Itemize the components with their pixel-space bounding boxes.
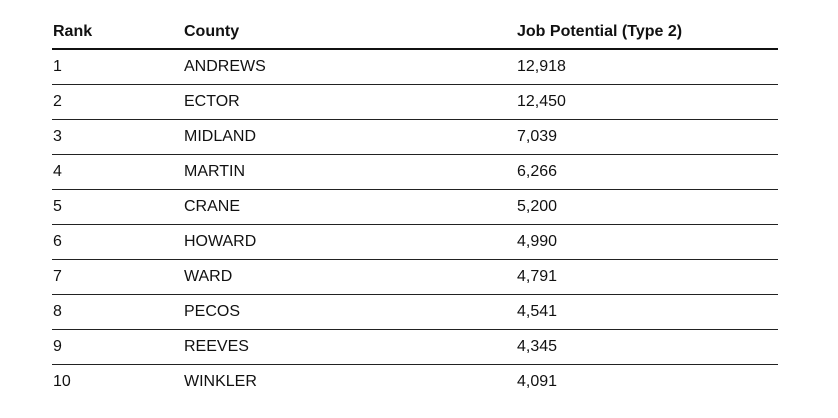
county-cell: MARTIN (183, 155, 516, 190)
rank-cell: 3 (52, 120, 183, 155)
table-row (52, 85, 778, 120)
county-cell: PECOS (183, 295, 516, 330)
table-row (52, 330, 778, 365)
rank-cell: 1 (52, 49, 183, 85)
rank-cell: 6 (52, 225, 183, 260)
county-job-table (52, 16, 778, 399)
table-row (52, 155, 778, 190)
rank-cell: 8 (52, 295, 183, 330)
table-row (52, 190, 778, 225)
table-header (52, 16, 778, 49)
county-cell: WARD (183, 260, 516, 295)
county-cell: ECTOR (183, 85, 516, 120)
county-cell: REEVES (183, 330, 516, 365)
county-cell: HOWARD (183, 225, 516, 260)
rank-cell: 2 (52, 85, 183, 120)
table-row (52, 225, 778, 260)
job-potential-cell: 12,918 (516, 49, 778, 85)
rank-cell: 7 (52, 260, 183, 295)
table-row (52, 49, 778, 85)
table-row (52, 120, 778, 155)
county-job-table-container (52, 16, 778, 399)
rank-cell: 5 (52, 190, 183, 225)
table-body (52, 49, 778, 399)
job-potential-cell: 4,791 (516, 260, 778, 295)
job-potential-cell: 7,039 (516, 120, 778, 155)
header-row (52, 16, 778, 49)
job-potential-cell: 4,541 (516, 295, 778, 330)
job-potential-cell: 12,450 (516, 85, 778, 120)
job-potential-cell: 5,200 (516, 190, 778, 225)
job-potential-cell: 4,091 (517, 373, 558, 390)
header-county: County (183, 16, 516, 49)
job-potential-cell: 6,266 (516, 155, 778, 190)
header-rank: Rank (52, 16, 183, 49)
rank-cell: 10 (53, 373, 71, 390)
table-row (52, 260, 778, 295)
table-row (52, 295, 778, 330)
job-potential-cell: 4,990 (516, 225, 778, 260)
county-cell: ANDREWS (183, 49, 516, 85)
rank-cell: 4 (52, 155, 183, 190)
job-potential-cell: 4,345 (516, 330, 778, 365)
county-cell: WINKLER (184, 373, 257, 390)
county-cell: CRANE (183, 190, 516, 225)
header-job-potential: Job Potential (Type 2) (516, 16, 778, 49)
table-row (52, 365, 778, 400)
county-cell: MIDLAND (183, 120, 516, 155)
rank-cell: 9 (52, 330, 183, 365)
